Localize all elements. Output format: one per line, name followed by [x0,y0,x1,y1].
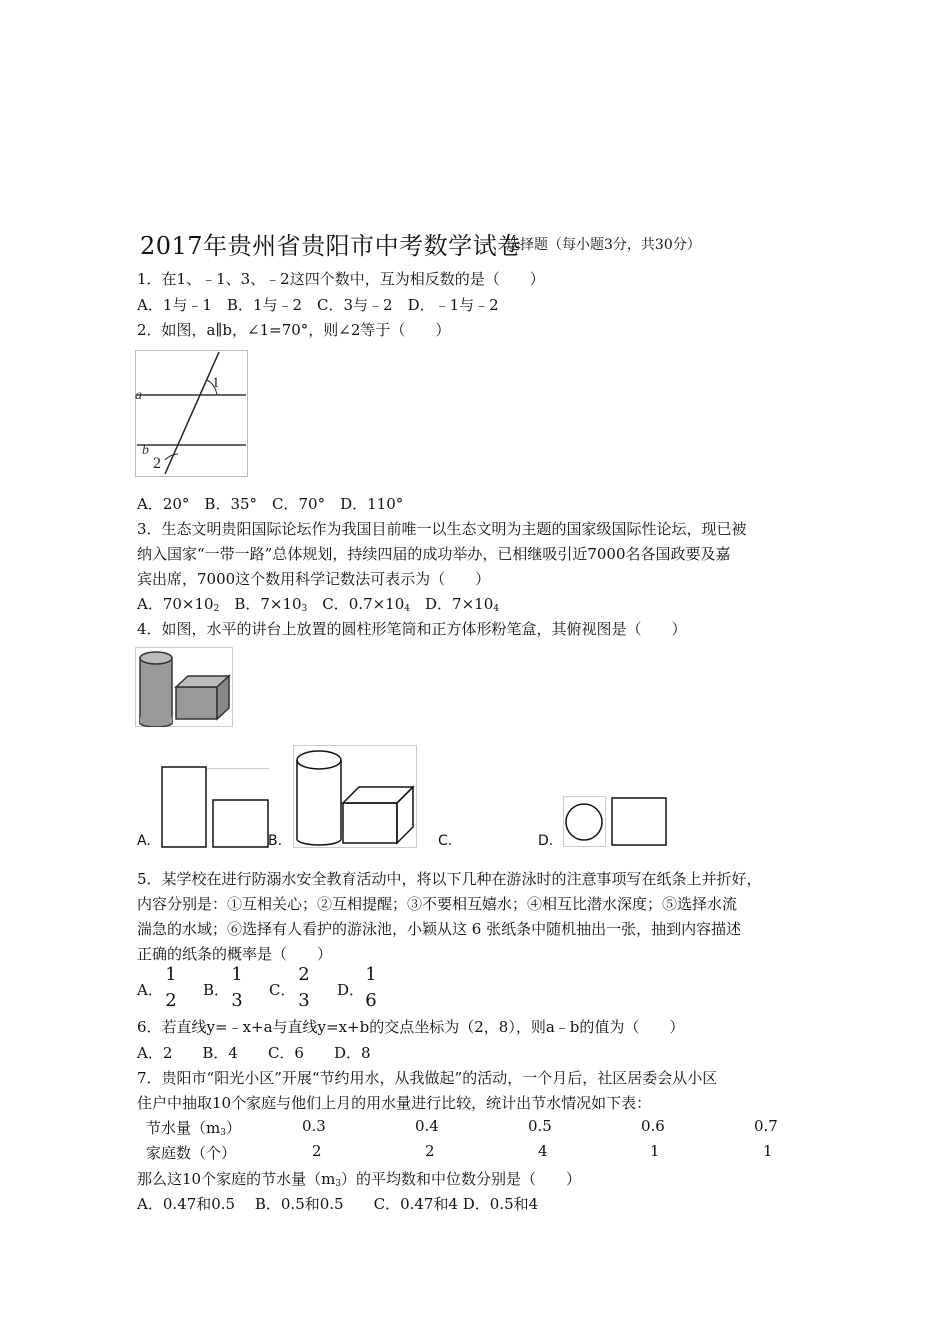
q4-option-c-label[interactable]: C. [438,833,453,849]
q5-option-d-num: 1 [365,964,377,985]
q3-option-c: C．0.7×10 [307,595,405,613]
table-cell: 2 [312,1142,322,1160]
table-cell: 0.7 [754,1117,778,1135]
q3-line1: 3．生态文明贵阳国际论坛作为我国目前唯一以生态文明为主题的国家级国际性论坛，现已被 [137,520,747,538]
table-cell: 2 [425,1142,435,1160]
table-row2-header: 家庭数（个） [146,1144,237,1162]
q3-exp-b: 3 [301,604,308,614]
section-heading: 一、选择题（每小题3分，共30分） [478,237,701,253]
table-cell: 0.5 [528,1117,552,1135]
table-cell: 1 [763,1142,773,1160]
table-row1-header: 节水量（m3） [146,1119,241,1138]
q7-options: A．0.47和0.5 B．0.5和0.5 C．0.47和4 D．0.5和4 [137,1195,539,1213]
q2-figure [135,350,248,477]
table-cell: 0.3 [302,1117,326,1135]
page-title: 2017年贵州省贵阳市中考数学试卷 [140,232,522,260]
q2-stem: 2．如图，a∥b，∠1=70°，则∠2等于（ ） [137,321,451,339]
q5-option-c-num: 2 [298,964,310,985]
q3-option-a: A．70×10 [137,595,214,613]
q5-line1: 5．某学校在进行防溺水安全教育活动中，将以下几种在游泳时的注意事项写在纸条上并折好， [137,870,762,888]
q3-option-d: D．7×10 [410,595,494,613]
q3-options [137,593,499,614]
table-cell: 4 [538,1142,548,1160]
q5-option-b-num: 1 [231,964,243,985]
q5-line2: 内容分别是：①互相关心；②互相提醒；③不要相互嬉水；④相互比潜水深度；⑤选择水流 [137,895,738,913]
q4-option-a-label[interactable]: A. [137,833,151,849]
q4-option-a-figure [161,766,271,848]
q5-option-a-label: A． [137,981,163,999]
table-cell: 1 [650,1142,660,1160]
label-a: a [135,388,142,403]
q4-stem: 4．如图，水平的讲台上放置的圆柱形笔筒和正方体形粉笔盒，其俯视图是（ ） [137,620,687,638]
q4-option-b-label[interactable]: B. [268,833,283,849]
q5-option-d-den: 6 [365,990,377,1011]
q4-option-b-figure [293,745,417,848]
q7-line3: 那么这10个家庭的节水量（m3）的平均数和中位数分别是（ ） [137,1170,582,1189]
q7-line1: 7．贵阳市“阳光小区”开展“节约用水，从我做起”的活动，一个月后，社区居委会从小区 [137,1069,718,1087]
q6-options: A．2 B．4 C．6 D．8 [137,1044,371,1062]
q3-exp-d: 4 [493,604,499,614]
q4-option-d-label[interactable]: D. [538,833,554,849]
label-b: b [142,443,149,458]
q6-stem: 6．若直线y=﹣x+a与直线y=x+b的交点坐标为（2，8），则a﹣b的值为（ ） [137,1018,685,1036]
q3-line3: 宾出席，7000这个数用科学记数法可表示为（ ） [137,570,491,588]
q5-option-a-num: 1 [165,964,177,985]
q2-options: A．20° B．35° C．70° D．110° [137,495,404,513]
q3-exp-a: 2 [213,604,220,614]
q3-exp-c: 4 [404,604,411,614]
q5-option-d-label: D． [337,981,365,999]
q3-option-b: B．7×10 [219,595,302,613]
label-angle-1: 1 [212,375,220,391]
q4-main-figure [135,647,233,727]
q5-line3: 湍急的水域；⑥选择有人看护的游泳池，小颖从这 6 张纸条中随机抽出一张，抽到内容描述 [137,920,742,938]
q7-line2: 住户中抽取10个家庭与他们上月的用水量进行比较，统计出节水情况如下表： [137,1094,652,1112]
table-cell: 0.6 [641,1117,665,1135]
q5-option-b-label: B． [203,981,230,999]
q4-option-d-figure [563,796,669,848]
transversal [165,352,219,474]
q5-option-c-label: C． [269,981,296,999]
q5-option-b-den: 3 [231,990,243,1011]
q3-line2: 纳入国家“一带一路”总体规划，持续四届的成功举办，已相继吸引近7000名各国政要及嘉 [137,545,731,563]
table-cell: 0.4 [415,1117,439,1135]
q5-option-a-den: 2 [165,990,177,1011]
q5-line4: 正确的纸条的概率是（ ） [137,945,333,963]
q1-stem: 1．在1、﹣1、3、﹣2这四个数中，互为相反数的是（ ） [137,270,545,288]
q5-option-c-den: 3 [298,990,310,1011]
q1-options: A．1与﹣1 B．1与﹣2 C．3与﹣2 D．﹣1与﹣2 [137,296,499,314]
label-angle-2: 2 [153,455,161,472]
